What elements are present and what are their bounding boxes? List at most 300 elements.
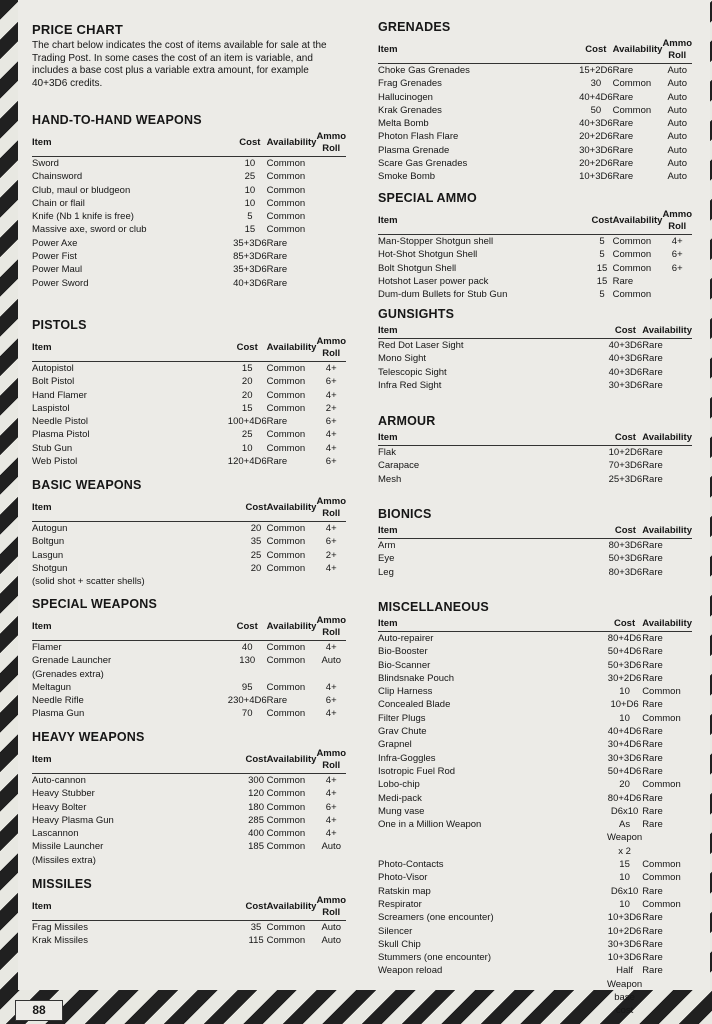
item-cost: 35 bbox=[250, 922, 262, 933]
item-name bbox=[32, 801, 246, 814]
item-ammo-roll: 2+ bbox=[325, 402, 337, 414]
item-availability: Common bbox=[266, 828, 306, 840]
section-missiles bbox=[32, 877, 346, 948]
item-availability: Common bbox=[642, 898, 681, 910]
item-availability: Rare bbox=[642, 379, 663, 391]
item-availability: Rare bbox=[642, 553, 663, 565]
item-name bbox=[378, 645, 607, 658]
item-label: Autogun bbox=[32, 523, 68, 534]
table-row bbox=[378, 659, 692, 672]
item-availability: Rare bbox=[642, 965, 663, 977]
column-header-availability: Availability bbox=[642, 431, 692, 446]
table-row bbox=[32, 814, 346, 827]
table-row bbox=[378, 539, 692, 553]
table-row bbox=[32, 237, 346, 250]
item-name bbox=[32, 223, 233, 236]
table-row bbox=[32, 641, 346, 655]
item-name bbox=[378, 951, 607, 964]
item-availability: Common bbox=[266, 562, 306, 574]
column-header-cost: Cost bbox=[233, 130, 267, 157]
item-availability: Rare bbox=[642, 912, 663, 924]
table-row bbox=[32, 681, 346, 694]
item-cost: 70+3D6 bbox=[608, 460, 643, 472]
item-ammo-roll: Auto bbox=[321, 841, 341, 853]
item-label: Bio-Booster bbox=[378, 646, 428, 658]
item-label: Autopistol bbox=[32, 363, 74, 374]
item-availability: Rare bbox=[642, 353, 663, 365]
item-label: Weapon reload bbox=[378, 965, 443, 977]
item-ammo-roll bbox=[316, 197, 346, 210]
item-ammo-roll bbox=[316, 237, 346, 250]
price-table bbox=[32, 335, 346, 468]
table-header-row bbox=[32, 495, 346, 522]
table-row bbox=[32, 157, 346, 171]
item-cost: 10 bbox=[619, 872, 630, 884]
item-label: Needle Pistol bbox=[32, 416, 88, 428]
item-availability: Common bbox=[612, 289, 652, 301]
item-name bbox=[378, 473, 609, 486]
table-row bbox=[32, 549, 346, 562]
item-availability: Common bbox=[266, 158, 306, 169]
item-ammo-roll: 6+ bbox=[671, 249, 683, 261]
item-availability: Common bbox=[612, 236, 652, 247]
column-header-item: Item bbox=[32, 130, 233, 157]
item-cost: 115 bbox=[248, 935, 264, 947]
item-label: Power Maul bbox=[32, 264, 83, 276]
table-row bbox=[378, 885, 692, 898]
item-name bbox=[32, 562, 246, 589]
item-availability: Rare bbox=[266, 416, 288, 428]
item-label: Smoke Bomb bbox=[378, 171, 436, 183]
column-header-cost: Cost bbox=[609, 524, 643, 539]
item-cost: 50+4D6 bbox=[607, 646, 642, 658]
page-title: PRICE CHART bbox=[32, 22, 124, 37]
price-table bbox=[32, 495, 346, 588]
item-availability: Rare bbox=[612, 158, 634, 170]
table-row bbox=[378, 446, 692, 460]
item-label: Hand Flamer bbox=[32, 389, 87, 401]
item-availability: Rare bbox=[266, 264, 288, 276]
item-name bbox=[378, 752, 607, 765]
item-cost: 5 bbox=[599, 289, 605, 301]
item-name bbox=[32, 535, 246, 548]
item-ammo-roll bbox=[316, 250, 346, 263]
item-availability: Common bbox=[266, 429, 306, 441]
item-cost: 40 bbox=[241, 642, 253, 653]
item-label: Mesh bbox=[378, 473, 402, 485]
table-row bbox=[378, 632, 692, 646]
table-row bbox=[32, 277, 346, 290]
item-availability: Rare bbox=[642, 447, 663, 458]
item-cost: 10 bbox=[244, 184, 256, 196]
item-label: Arm bbox=[378, 540, 396, 551]
item-ammo-roll: 2+ bbox=[325, 549, 337, 561]
item-cost: 10+3D6 bbox=[607, 912, 642, 924]
item-cost: 10 bbox=[619, 686, 630, 698]
item-name bbox=[378, 262, 592, 275]
item-availability: Rare bbox=[642, 739, 663, 751]
column-header-availability: Availability bbox=[267, 335, 317, 362]
item-name bbox=[32, 415, 228, 428]
table-row bbox=[32, 840, 346, 867]
item-name bbox=[378, 117, 579, 130]
item-availability: Rare bbox=[612, 171, 634, 183]
table-row bbox=[32, 223, 346, 236]
item-availability: Common bbox=[266, 376, 306, 388]
item-name bbox=[378, 778, 607, 791]
item-cost: 30 bbox=[590, 78, 602, 90]
item-name bbox=[32, 197, 233, 210]
item-ammo-roll: Auto bbox=[321, 655, 341, 667]
item-availability: Rare bbox=[612, 131, 634, 143]
table-row bbox=[378, 911, 692, 924]
item-label: Infra Red Sight bbox=[378, 379, 442, 391]
table-row bbox=[32, 827, 346, 840]
section-title: HEAVY WEAPONS bbox=[32, 730, 145, 744]
item-cost: D6x10 bbox=[610, 805, 639, 817]
item-label: Infra-Goggles bbox=[378, 752, 436, 764]
section-title: GUNSIGHTS bbox=[378, 307, 455, 321]
item-label: Bio-Scanner bbox=[378, 659, 431, 671]
section-special-ammo bbox=[378, 191, 692, 301]
table-header-row bbox=[378, 617, 692, 632]
item-cost: 25 bbox=[250, 549, 262, 561]
item-cost: 10+D6 bbox=[610, 699, 639, 711]
price-table bbox=[378, 617, 692, 1018]
item-cost: 40+3D6 bbox=[608, 340, 643, 351]
item-name bbox=[378, 379, 609, 392]
item-cost: 30+3D6 bbox=[607, 938, 642, 950]
item-cost: 10 bbox=[244, 158, 256, 169]
item-label: Telescopic Sight bbox=[378, 366, 447, 378]
column-header-cost: Cost bbox=[246, 894, 267, 921]
item-availability: Common bbox=[266, 549, 306, 561]
item-availability: Common bbox=[266, 184, 306, 196]
item-availability: Rare bbox=[642, 366, 663, 378]
item-cost: 120 bbox=[248, 788, 264, 800]
item-cost: 35+3D6 bbox=[233, 237, 267, 249]
table-row bbox=[32, 442, 346, 455]
table-row bbox=[378, 645, 692, 658]
item-availability: Rare bbox=[266, 251, 288, 263]
item-availability: Rare bbox=[642, 566, 663, 578]
item-label: Krak Missiles bbox=[32, 935, 88, 947]
table-row bbox=[378, 473, 692, 486]
item-cost: 30+3D6 bbox=[607, 752, 642, 764]
item-name bbox=[378, 725, 607, 738]
item-ammo-roll: 4+ bbox=[325, 562, 337, 574]
item-ammo-roll: 4+ bbox=[325, 828, 337, 840]
item-name bbox=[378, 938, 607, 951]
item-label: Massive axe, sword or club bbox=[32, 224, 147, 236]
column-header-item: Item bbox=[32, 747, 246, 774]
item-name bbox=[32, 277, 233, 290]
item-label: Screamers (one encounter) bbox=[378, 912, 494, 924]
page-number: 88 bbox=[15, 1000, 63, 1021]
item-availability: Rare bbox=[642, 726, 663, 738]
item-label: Frag Grenades bbox=[378, 78, 442, 90]
item-availability: Rare bbox=[642, 792, 663, 804]
table-header-row bbox=[32, 335, 346, 362]
item-label: Carapace bbox=[378, 460, 420, 472]
item-name bbox=[378, 144, 579, 157]
section-title: MISSILES bbox=[32, 877, 92, 891]
item-note: (Grenades extra) bbox=[32, 668, 104, 680]
table-row bbox=[32, 921, 346, 935]
item-ammo-roll: 6+ bbox=[325, 416, 337, 428]
column-header-availability: Availability bbox=[267, 614, 317, 641]
item-availability: Rare bbox=[642, 805, 663, 817]
item-label: Ratskin map bbox=[378, 885, 431, 897]
item-cost: 30+4D6 bbox=[607, 739, 642, 751]
item-cost: 50+3D6 bbox=[608, 553, 643, 565]
item-label: Lasgun bbox=[32, 549, 64, 561]
item-availability: Common bbox=[642, 712, 681, 724]
item-availability: Common bbox=[612, 78, 652, 90]
item-ammo-roll: 4+ bbox=[325, 814, 337, 826]
section-title: HAND-TO-HAND WEAPONS bbox=[32, 113, 202, 127]
section-miscellaneous bbox=[378, 600, 692, 1018]
item-name bbox=[378, 566, 609, 579]
item-name bbox=[378, 712, 607, 725]
table-row bbox=[32, 250, 346, 263]
item-name bbox=[378, 339, 609, 353]
item-label: Laspistol bbox=[32, 402, 70, 414]
item-label: Plasma Pistol bbox=[32, 429, 90, 441]
item-cost: 130 bbox=[239, 655, 256, 667]
item-cost: 10 bbox=[619, 712, 630, 724]
item-availability: Rare bbox=[642, 540, 663, 551]
item-ammo-roll: 6+ bbox=[325, 801, 337, 813]
section-title: SPECIAL WEAPONS bbox=[32, 597, 158, 611]
item-label: Heavy Plasma Gun bbox=[32, 814, 114, 826]
item-ammo-roll: Auto bbox=[321, 922, 341, 933]
table-row bbox=[32, 801, 346, 814]
item-label: Skull Chip bbox=[378, 938, 421, 950]
table-header-row bbox=[32, 614, 346, 641]
item-label: Power Fist bbox=[32, 251, 77, 263]
item-cost: 50 bbox=[590, 104, 602, 116]
item-label: Leg bbox=[378, 566, 394, 578]
item-availability: Common bbox=[266, 224, 306, 236]
item-name bbox=[378, 170, 579, 183]
intro-paragraph: The chart below indicates the cost of items available for sale at the Trading Post. In some cases the cost of an item is variable, and includes a base cost plus a variable extra amount, for example 40+3D6 credits. bbox=[32, 40, 327, 89]
item-name bbox=[378, 130, 579, 143]
table-row bbox=[378, 938, 692, 951]
item-ammo-roll: 4+ bbox=[325, 708, 337, 720]
section-pistols bbox=[32, 318, 346, 468]
table-row bbox=[378, 130, 692, 143]
item-cost: As Weapon x 2 bbox=[606, 819, 643, 857]
table-row bbox=[378, 144, 692, 157]
item-name bbox=[32, 157, 233, 171]
table-row bbox=[378, 157, 692, 170]
item-cost: 15 bbox=[596, 262, 608, 274]
table-row bbox=[32, 455, 346, 468]
section-title: BASIC WEAPONS bbox=[32, 478, 142, 492]
item-label: Web Pistol bbox=[32, 456, 78, 468]
item-availability: Common bbox=[266, 523, 306, 534]
item-cost: 180 bbox=[248, 801, 264, 813]
item-cost: 230+4D6 bbox=[227, 695, 267, 707]
item-cost: 30+2D6 bbox=[607, 672, 642, 684]
item-cost: 20 bbox=[619, 779, 630, 791]
item-cost: 50+3D6 bbox=[607, 659, 642, 671]
item-name bbox=[32, 707, 228, 720]
item-name bbox=[32, 362, 228, 376]
item-cost: 40+3D6 bbox=[608, 353, 643, 365]
item-availability: Rare bbox=[642, 460, 663, 472]
item-availability: Rare bbox=[642, 925, 663, 937]
item-cost: 25 bbox=[241, 429, 253, 441]
column-header-ammo: Ammo Roll bbox=[662, 208, 692, 235]
item-label: Power Sword bbox=[32, 277, 89, 289]
item-cost: 95 bbox=[241, 681, 253, 693]
column-header-ammo: Ammo Roll bbox=[316, 747, 346, 774]
item-label: Sword bbox=[32, 158, 59, 169]
table-row bbox=[378, 925, 692, 938]
item-label: Mung vase bbox=[378, 805, 425, 817]
item-label: Photo-Visor bbox=[378, 872, 428, 884]
item-name bbox=[32, 787, 246, 800]
item-availability: Rare bbox=[642, 752, 663, 764]
item-cost: 185 bbox=[248, 841, 264, 853]
item-ammo-roll: Auto bbox=[667, 104, 687, 116]
item-ammo-roll: Auto bbox=[667, 131, 687, 143]
item-label: Heavy Stubber bbox=[32, 788, 95, 800]
item-ammo-roll bbox=[316, 157, 346, 171]
item-cost: 80+3D6 bbox=[608, 540, 643, 551]
item-ammo-roll: 4+ bbox=[671, 236, 683, 247]
item-ammo-roll: Auto bbox=[667, 118, 687, 130]
table-row bbox=[32, 197, 346, 210]
item-name bbox=[32, 840, 246, 867]
item-name bbox=[378, 898, 607, 911]
item-label: Auto-repairer bbox=[378, 633, 434, 644]
section-armour bbox=[378, 414, 692, 486]
column-header-availability: Availability bbox=[642, 324, 692, 339]
item-name bbox=[32, 694, 228, 707]
item-label: Grav Chute bbox=[378, 726, 427, 738]
item-ammo-roll bbox=[662, 288, 692, 301]
item-name bbox=[378, 685, 607, 698]
table-row bbox=[378, 818, 692, 858]
section-hand-to-hand bbox=[32, 113, 346, 290]
item-name bbox=[378, 925, 607, 938]
table-row bbox=[32, 694, 346, 707]
table-row bbox=[378, 778, 692, 791]
item-availability: Rare bbox=[642, 633, 663, 644]
item-name bbox=[378, 552, 609, 565]
item-cost: 80+4D6 bbox=[607, 633, 642, 644]
item-availability: Common bbox=[642, 686, 681, 698]
item-cost: 15+2D6 bbox=[579, 65, 613, 76]
item-ammo-roll bbox=[316, 277, 346, 290]
table-row bbox=[32, 170, 346, 183]
table-header-row bbox=[32, 747, 346, 774]
table-row bbox=[378, 805, 692, 818]
item-availability: Rare bbox=[266, 277, 288, 289]
item-cost: 80+3D6 bbox=[608, 566, 643, 578]
item-name bbox=[378, 698, 607, 711]
item-cost: 70 bbox=[241, 708, 253, 720]
item-cost: 35 bbox=[250, 536, 262, 548]
price-chart-intro bbox=[32, 22, 346, 90]
table-row bbox=[378, 964, 692, 1017]
table-row bbox=[378, 117, 692, 130]
item-ammo-roll: 4+ bbox=[325, 523, 337, 534]
item-label: Filter Plugs bbox=[378, 712, 426, 724]
column-header-availability: Availability bbox=[642, 524, 692, 539]
item-availability: Rare bbox=[642, 659, 663, 671]
item-cost: 80+4D6 bbox=[607, 792, 642, 804]
item-availability: Common bbox=[266, 775, 306, 786]
table-row bbox=[378, 366, 692, 379]
column-header-ammo: Ammo Roll bbox=[316, 894, 346, 921]
column-header-cost: Cost bbox=[592, 208, 613, 235]
item-availability: Common bbox=[266, 442, 306, 454]
item-ammo-roll: 4+ bbox=[325, 681, 337, 693]
item-availability: Common bbox=[612, 104, 652, 116]
item-cost: 10+2D6 bbox=[608, 447, 643, 458]
item-ammo-roll: 6+ bbox=[671, 262, 683, 274]
price-table bbox=[378, 208, 692, 301]
item-availability: Common bbox=[266, 363, 306, 374]
table-row bbox=[378, 459, 692, 472]
item-cost: 5 bbox=[599, 236, 605, 247]
item-name bbox=[32, 402, 228, 415]
item-cost: 10 bbox=[244, 197, 256, 209]
item-name bbox=[378, 885, 607, 898]
table-row bbox=[378, 552, 692, 565]
table-header-row bbox=[32, 130, 346, 157]
item-cost: 10 bbox=[241, 442, 253, 454]
item-ammo-roll: 4+ bbox=[325, 363, 337, 374]
item-availability: Common bbox=[266, 536, 306, 548]
item-cost: 20 bbox=[250, 562, 262, 574]
item-availability: Rare bbox=[266, 695, 288, 707]
price-table bbox=[32, 894, 346, 948]
item-label: Lascannon bbox=[32, 828, 79, 840]
table-row bbox=[378, 685, 692, 698]
item-availability: Rare bbox=[642, 699, 663, 711]
item-availability: Common bbox=[266, 935, 306, 947]
column-header-cost: Cost bbox=[228, 614, 267, 641]
item-name bbox=[378, 157, 579, 170]
item-name bbox=[32, 210, 233, 223]
item-label: Club, maul or bludgeon bbox=[32, 184, 131, 196]
item-availability: Rare bbox=[612, 91, 634, 103]
item-availability: Rare bbox=[642, 938, 663, 950]
item-label: Bolt Shotgun Shell bbox=[378, 262, 457, 274]
item-label: Melta Bomb bbox=[378, 118, 429, 130]
table-row bbox=[378, 64, 692, 78]
item-availability: Rare bbox=[642, 340, 663, 351]
table-row bbox=[378, 871, 692, 884]
table-header-row bbox=[32, 894, 346, 921]
price-table bbox=[32, 747, 346, 867]
item-label: Knife (Nb 1 knife is free) bbox=[32, 211, 134, 223]
section-title: GRENADES bbox=[378, 20, 451, 34]
column-header-item: Item bbox=[378, 617, 607, 632]
item-note: (solid shot + scatter shells) bbox=[32, 576, 145, 588]
table-row bbox=[32, 389, 346, 402]
table-row bbox=[378, 672, 692, 685]
item-cost: 40+4D6 bbox=[579, 91, 613, 103]
item-label: Shotgun bbox=[32, 562, 68, 574]
item-cost: 35+3D6 bbox=[233, 264, 267, 276]
item-name bbox=[378, 672, 607, 685]
